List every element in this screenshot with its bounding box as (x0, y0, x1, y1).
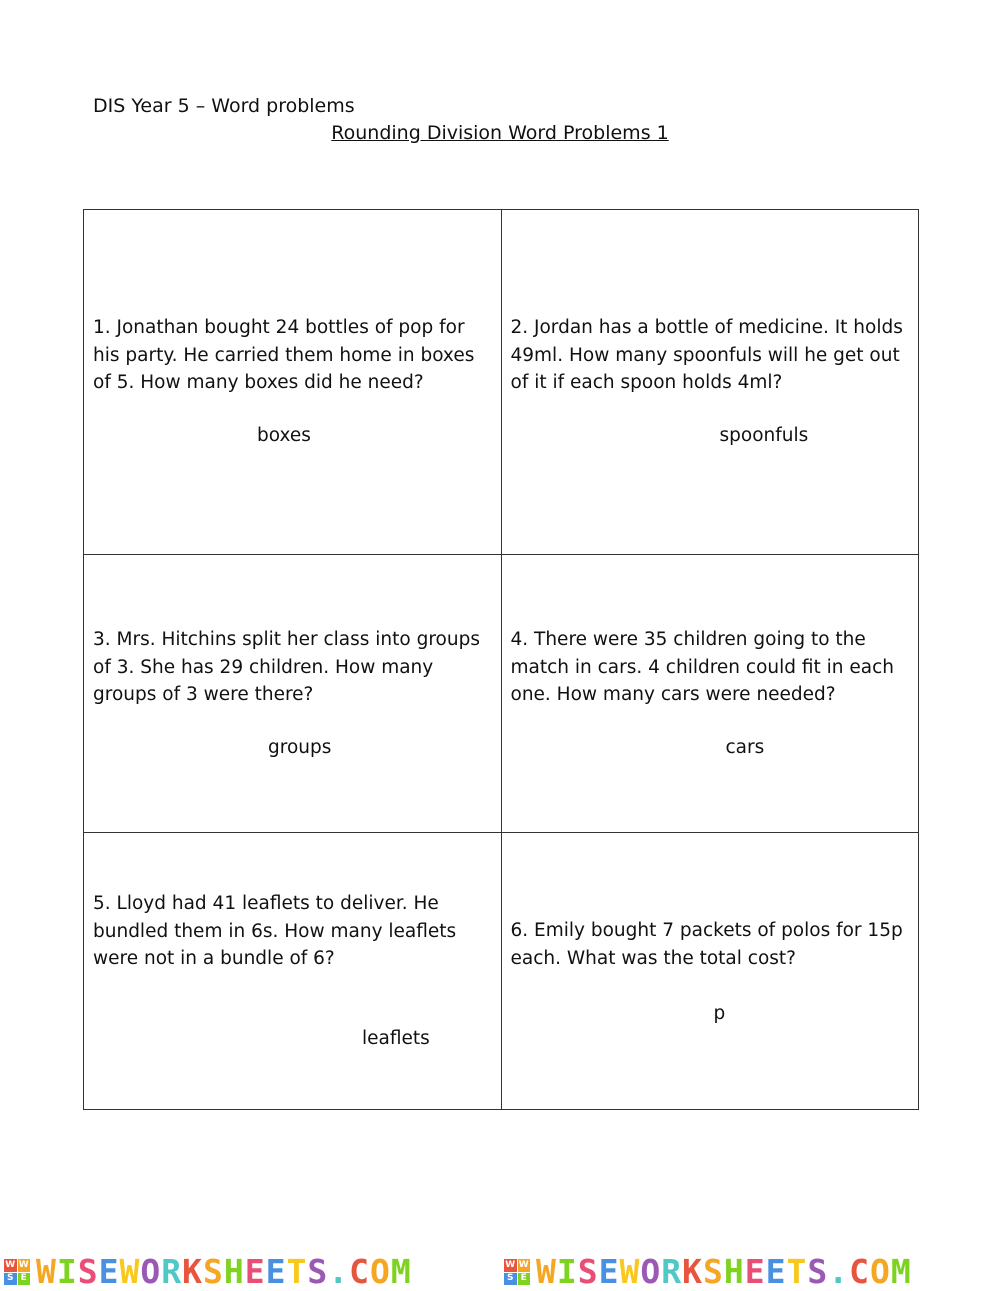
answer-unit-leaflets: leaflets (362, 1028, 430, 1049)
problem-cell-2 (501, 210, 919, 555)
problem-text-3: 3. Mrs. Hitchins split her class into groups of 3. She has 29 children. How many groups of 3 were there? (93, 629, 480, 705)
answer-unit-groups: groups (268, 737, 332, 758)
problem-text-6: 6. Emily bought 7 packets of polos for 15p each. What was the total cost? (510, 920, 903, 969)
problems-grid (83, 209, 919, 1110)
problem-text-5: 5. Lloyd had 41 leaflets to deliver. He bundled them in 6s. How many leaflets were not in a bundle of 6? (93, 893, 457, 969)
answer-unit-cars: cars (725, 737, 765, 758)
wise-logo-icon: W W S E (505, 1259, 529, 1284)
problem-cell-6 (501, 833, 919, 1110)
answer-unit-boxes: boxes (257, 425, 311, 446)
problem-cell-4 (501, 555, 919, 833)
watermark-text: WISEWORKSHEETS.COM (536, 1256, 912, 1288)
problem-text-4: 4. There were 35 children going to the match in cars. 4 children could fit in each one. How many cars were needed? (510, 629, 895, 705)
watermark-brand-2 (504, 1256, 912, 1288)
course-line: DIS Year 5 – Word problems (93, 95, 355, 117)
worksheet-title: Rounding Division Word Problems 1 (331, 122, 669, 144)
problem-text-1: 1. Jonathan bought 24 bottles of pop for his party. He carried them home in boxes of 5. How many boxes did he need? (93, 317, 475, 393)
problem-cell-5 (84, 833, 502, 1110)
watermark-text: WISEWORKSHEETS.COM (36, 1256, 412, 1288)
problem-text-2: 2. Jordan has a bottle of medicine. It holds 49ml. How many spoonfuls will he get out of it if each spoon holds 4ml? (510, 317, 903, 393)
answer-unit-pence: p (713, 1003, 726, 1024)
problem-cell-3 (84, 555, 502, 833)
problem-cell-1 (84, 210, 502, 555)
watermark-brand-1 (4, 1256, 412, 1288)
answer-unit-spoonfuls: spoonfuls (719, 425, 809, 446)
watermark-footer (0, 1256, 1000, 1288)
wise-logo-icon: W W S E (5, 1259, 29, 1284)
